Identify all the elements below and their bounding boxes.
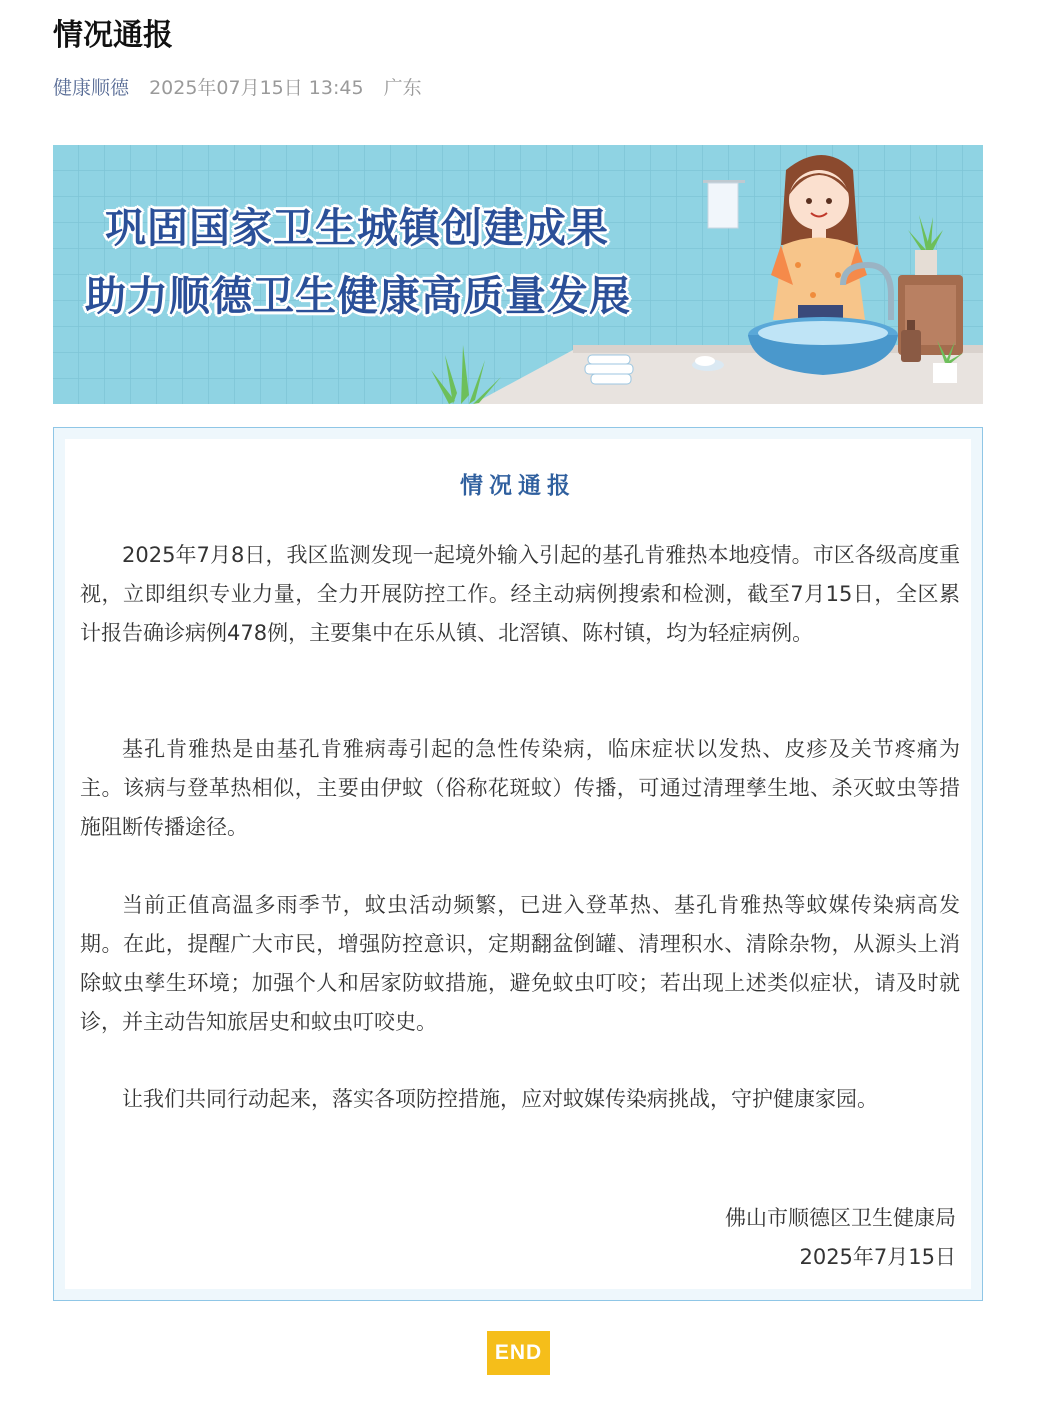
account-name-link[interactable]: 健康顺德 bbox=[53, 77, 130, 99]
notice-card bbox=[53, 427, 983, 1301]
banner-headline-1: 巩固国家卫生城镇创建成果 bbox=[105, 204, 609, 252]
publish-time: 2025年07月15日 13:45 bbox=[149, 77, 364, 99]
notice-heading: 情况通报 bbox=[460, 473, 576, 499]
banner-headline-2: 助力顺德卫生健康高质量发展 bbox=[85, 272, 631, 320]
signature-organization: 佛山市顺德区卫生健康局 bbox=[725, 1206, 956, 1230]
end-badge: END bbox=[487, 1331, 550, 1375]
signature-date: 2025年7月15日 bbox=[799, 1245, 956, 1269]
notice-paragraph: 基孔肯雅热是由基孔肯雅病毒引起的急性传染病，临床症状以发热、皮疹及关节疼痛为主。该病与登革热相似，主要由伊蚊（俗称花斑蚊）传播，可通过清理孳生地、杀灭蚊虫等措施阻断传播途径。 bbox=[80, 737, 960, 839]
girl-illustration bbox=[771, 155, 867, 330]
article-title: 情况通报 bbox=[53, 18, 173, 53]
notice-paragraph: 当前正值高温多雨季节，蚊虫活动频繁，已进入登革热、基孔肯雅热等蚊媒传染病高发期。在此，提醒广大市民，增强防控意识，定期翻盆倒罐、清理积水、清除杂物，从源头上消除蚊虫孳生环境；加强个人和居家防蚊措施，避免蚊虫叮咬；若出现上述类似症状，请及时就诊，并主动告知旅居史和蚊虫叮咬史。 bbox=[80, 893, 960, 1034]
notice-paragraph: 让我们共同行动起来，落实各项防控措施，应对蚊媒传染病挑战，守护健康家园。 bbox=[122, 1087, 878, 1111]
article-meta bbox=[53, 74, 422, 102]
notice-paragraph: 2025年7月8日，我区监测发现一起境外输入引起的基孔肯雅热本地疫情。市区各级高度重视，立即组织专业力量，全力开展防控工作。经主动病例搜索和检测，截至7月15日，全区累计报告确诊病例478例，主要集中在乐从镇、北滘镇、陈村镇，均为轻症病例。 bbox=[80, 543, 960, 645]
notice-body bbox=[65, 439, 971, 1289]
publish-location: 广东 bbox=[383, 77, 422, 99]
banner-image bbox=[53, 145, 983, 404]
